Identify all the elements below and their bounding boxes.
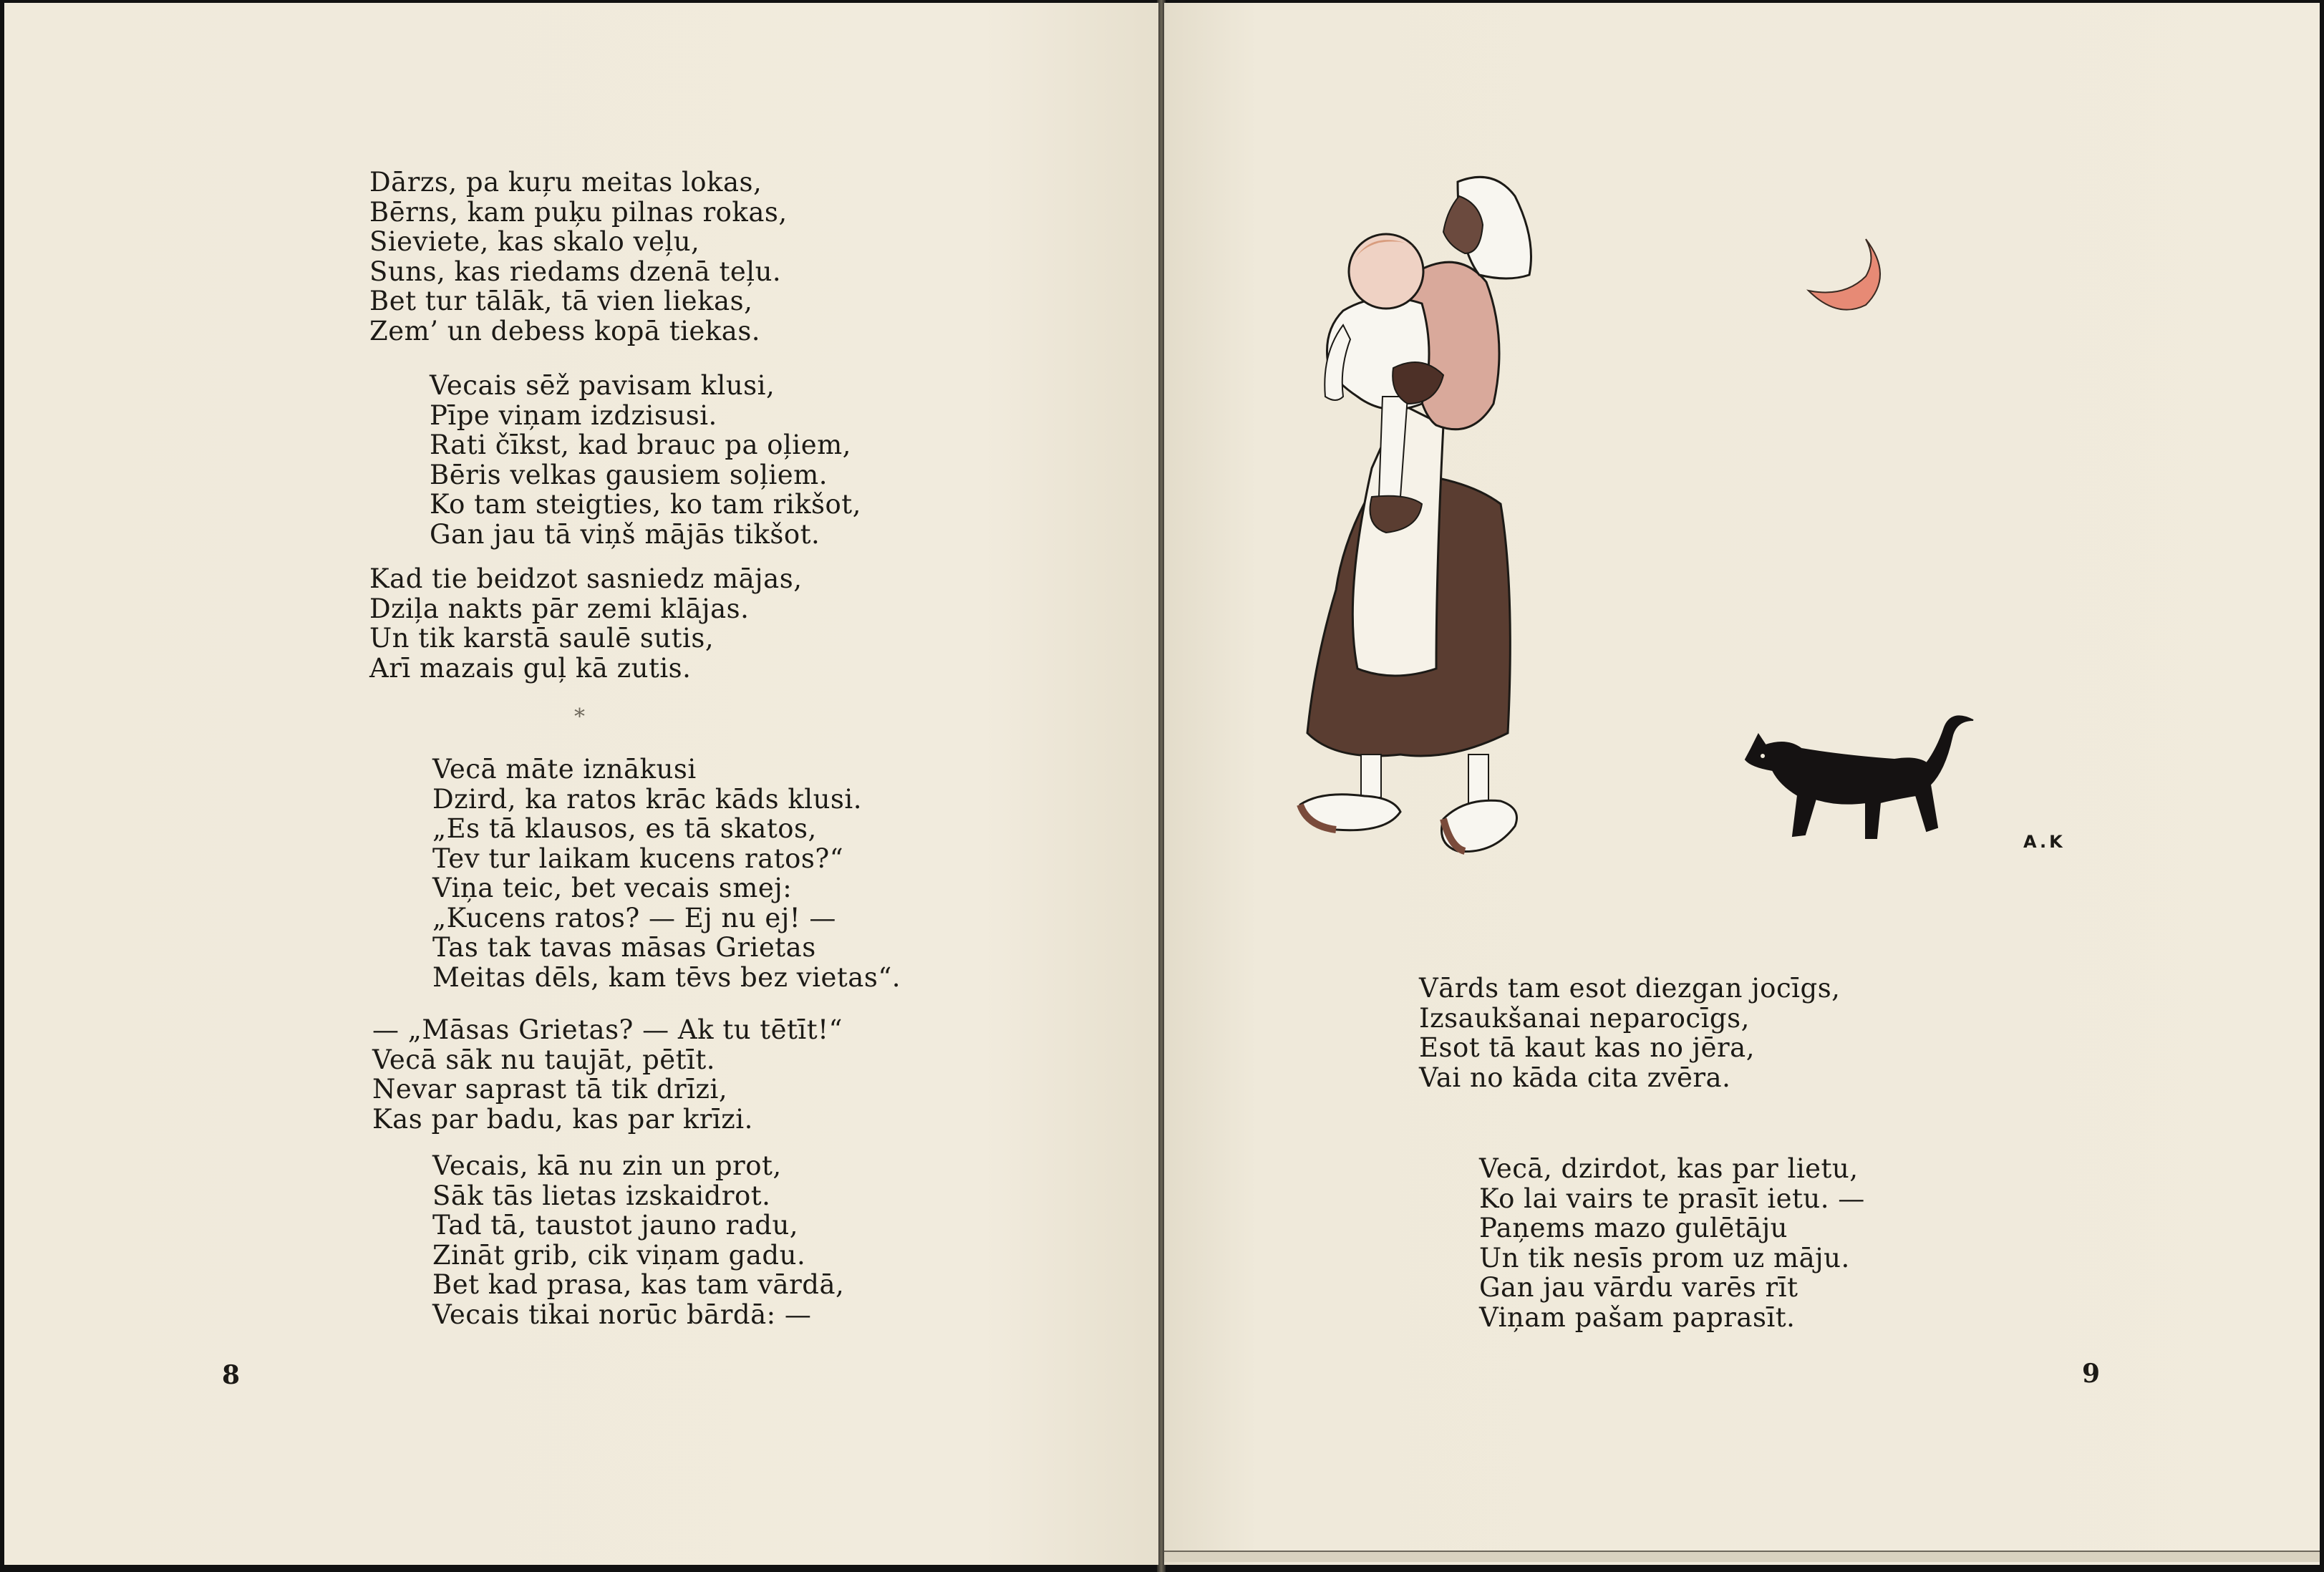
page-number: 8 — [222, 1360, 241, 1390]
section-divider: * — [574, 704, 585, 729]
line: Zināt grib, cik viņam gadu. — [432, 1239, 806, 1271]
line: Un tik nesīs prom uz māju. — [1479, 1242, 1850, 1273]
line: Vecais sēž pavisam klusi, — [430, 370, 775, 401]
black-cat-illustration — [1737, 706, 1980, 863]
stanza-3 — [369, 564, 802, 683]
line: Sieviete, kas skalo veļu, — [369, 226, 700, 257]
line: Dzird, ka ratos krāc kāds klusi. — [432, 783, 862, 815]
line: Dziļa nakts pār zemi klājas. — [369, 593, 750, 624]
page-bottom-edge — [1164, 1551, 2320, 1562]
stanza-4 — [432, 755, 901, 992]
line: Vecā sāk nu taujāt, pētīt. — [372, 1044, 716, 1075]
line: Ko tam steigties, ko tam rikšot, — [430, 489, 861, 520]
line: Suns, kas riedams dzenā teļu. — [369, 256, 782, 287]
stanza-8 — [1479, 1154, 1865, 1332]
line: Vecā, dzirdot, kas par lietu, — [1479, 1153, 1859, 1184]
line: Rati čīkst, kad brauc pa oļiem, — [430, 430, 851, 460]
line: Vecais, kā nu zin un prot, — [432, 1150, 782, 1181]
line: Kas par badu, kas par krīzi. — [372, 1103, 753, 1135]
line: Tev tur laikam kucens ratos?“ — [432, 843, 844, 874]
line: Nevar saprast tā tik drīzi, — [372, 1074, 728, 1105]
line: Gan jau tā viņš mājās tikšot. — [430, 518, 820, 550]
line: Gan jau vārdu varēs rīt — [1479, 1272, 1798, 1303]
line: Bet kad prasa, kas tam vārdā, — [432, 1269, 845, 1300]
line: Paņems mazo gulētāju — [1479, 1213, 1788, 1243]
line: Viņa teic, bet vecais smej: — [432, 873, 793, 903]
line: Meitas dēls, kam tēvs bez vietas“. — [432, 961, 901, 993]
line: Kad tie beidzot sasniedz mājas, — [369, 563, 803, 594]
line: Ko lai vairs te prasīt ietu. — — [1479, 1183, 1865, 1214]
line: Tad tā, taustot jauno radu, — [432, 1210, 799, 1241]
line: Dārzs, pa kuŗu meitas lokas, — [369, 167, 762, 198]
line: Zem’ un debess kopā tiekas. — [369, 315, 761, 346]
line: Esot tā kaut kas no jēra, — [1419, 1032, 1756, 1063]
line: Vai no kāda cita zvēra. — [1419, 1062, 1731, 1093]
artist-signature: A.K — [2023, 832, 2066, 852]
left-page — [4, 3, 1158, 1565]
line: — „Māsas Grietas? — Ak tu tētīt!“ — [372, 1014, 843, 1045]
line: Tas tak tavas māsas Grietas — [432, 932, 816, 963]
line: Viņam pašam paprasīt. — [1479, 1301, 1796, 1333]
line: Pīpe viņam izdzisusi. — [430, 399, 717, 431]
woman-carrying-child-illustration — [1293, 168, 1608, 876]
line: Arī mazais guļ kā zutis. — [369, 652, 692, 684]
page-number: 9 — [2082, 1359, 2101, 1389]
stanza-7 — [1419, 974, 1840, 1092]
line: Vecā māte iznākusi — [432, 754, 697, 785]
line: „Es tā klausos, es tā skatos, — [432, 813, 817, 844]
stanza-6 — [432, 1151, 844, 1329]
line: Vecais tikai norūc bārdā: — — [432, 1299, 812, 1330]
line: Vārds tam esot diezgan jocīgs, — [1419, 973, 1841, 1004]
line: Sāk tās lietas izskaidrot. — [432, 1180, 771, 1211]
line: „Kucens ratos? — Ej nu ej! — — [432, 902, 836, 933]
line: Un tik karstā saulē sutis, — [369, 623, 715, 654]
stanza-5 — [372, 1015, 843, 1134]
stanza-1 — [369, 168, 788, 346]
line: Izsaukšanai neparocīgs, — [1419, 1002, 1750, 1034]
stanza-2 — [430, 371, 861, 549]
right-page — [1164, 3, 2320, 1565]
line: Bēris velkas gausiem soļiem. — [430, 459, 828, 490]
line: Bet tur tālāk, tā vien liekas, — [369, 286, 753, 316]
line: Bērns, kam puķu pilnas rokas, — [369, 196, 788, 228]
crescent-moon-illustration — [1794, 233, 1902, 319]
